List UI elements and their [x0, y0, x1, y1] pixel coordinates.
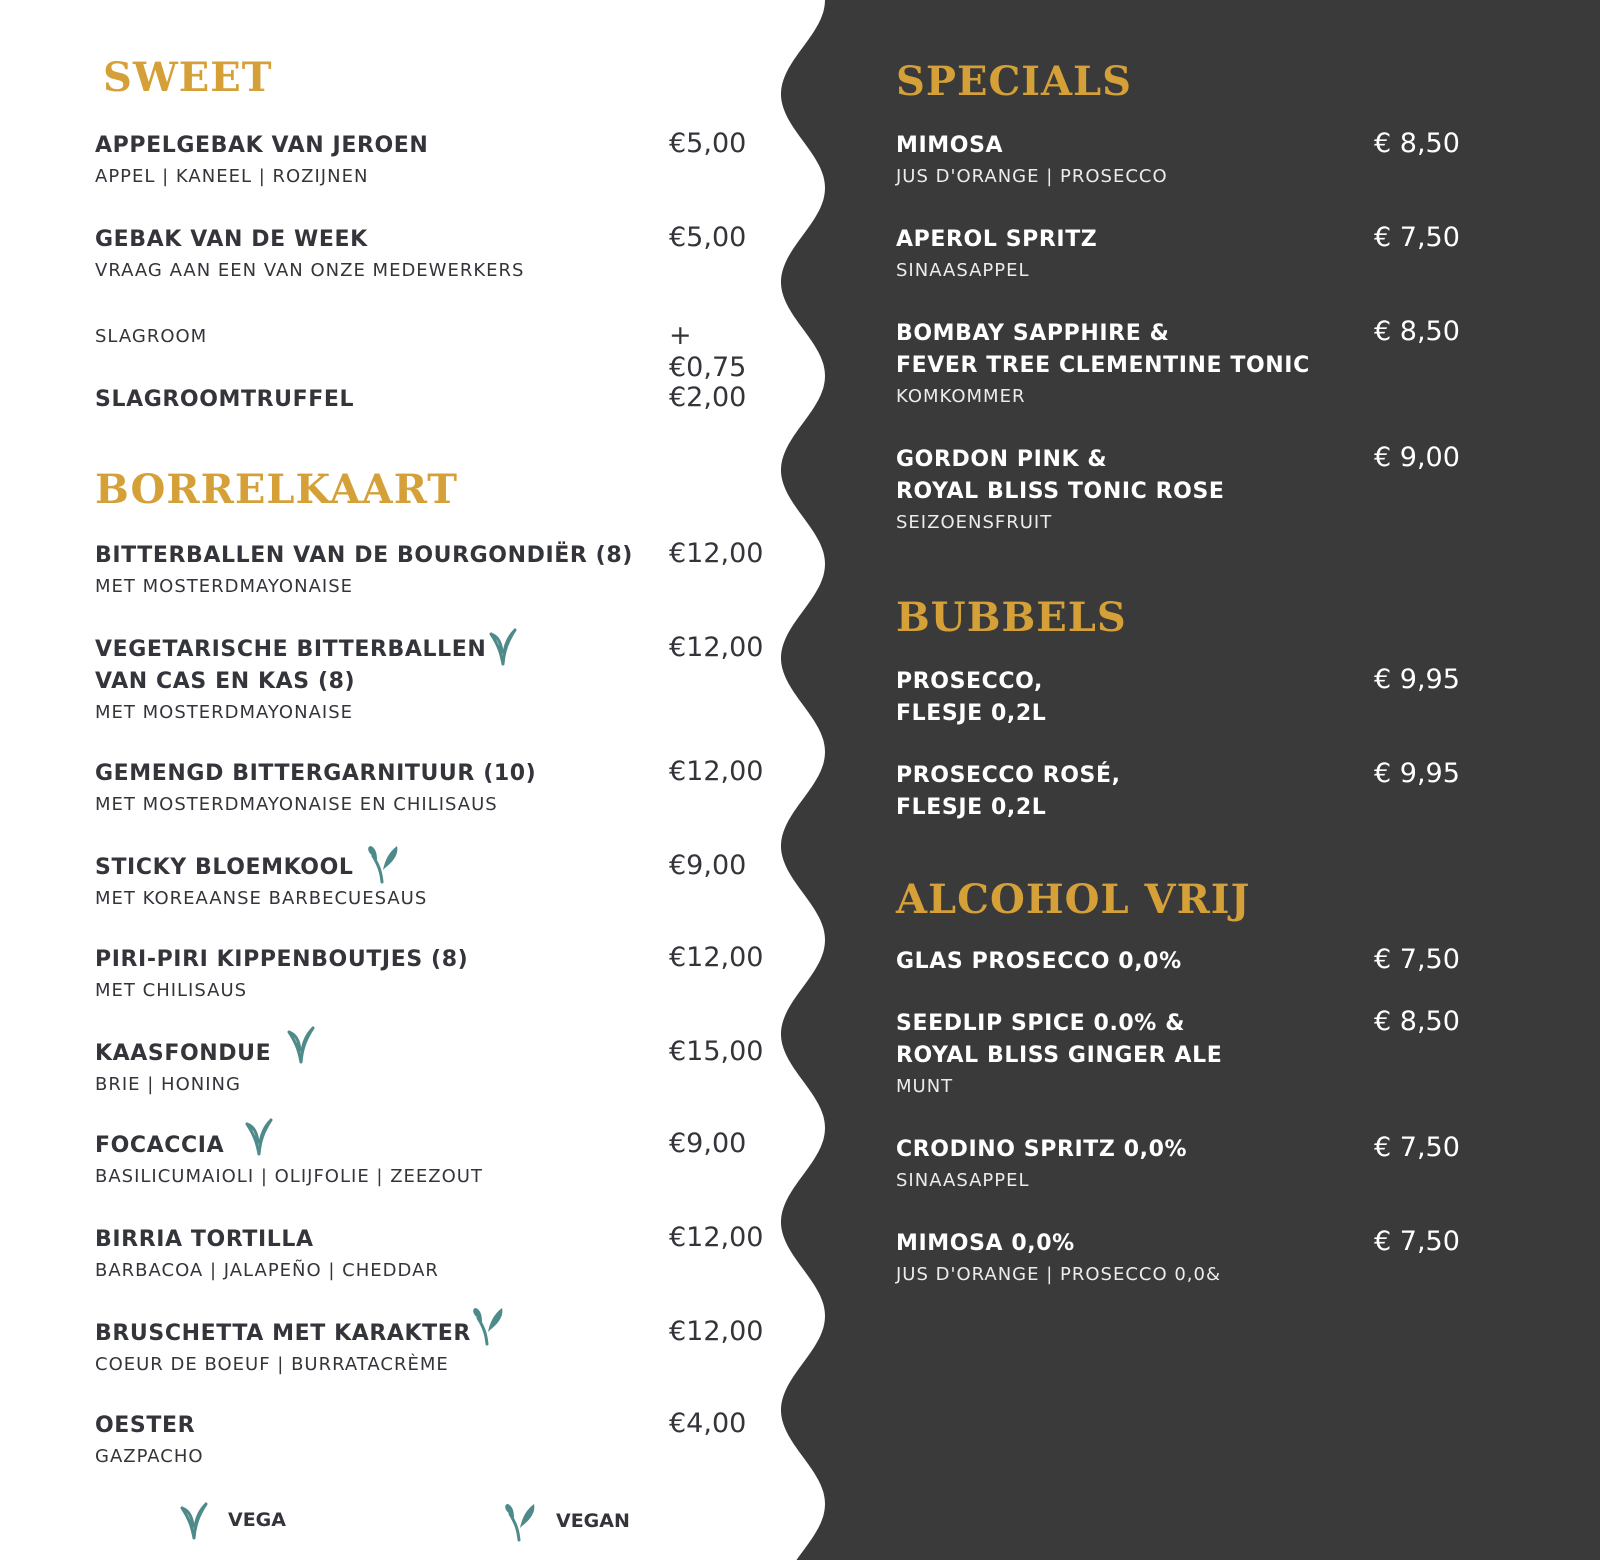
item-description: MET MOSTERDMAYONAISE	[95, 576, 353, 597]
item-name: FOCACCIA	[95, 1133, 225, 1158]
menu-item-slagroom	[95, 320, 760, 383]
menu-item-slagroomtruffel	[95, 384, 760, 416]
item-price: € 7,50	[1374, 1226, 1460, 1257]
menu-item-gebak-week	[95, 224, 760, 286]
item-description: BRIE | HONING	[95, 1074, 241, 1095]
item-name: KAASFONDUE	[95, 1041, 272, 1066]
vega-leaf-icon	[243, 1116, 275, 1156]
item-price: +€0,75	[669, 320, 747, 383]
item-name: GORDON PINK & ROYAL BLISS TONIC ROSE	[896, 447, 1225, 504]
item-price: €12,00	[669, 538, 764, 569]
item-price: € 7,50	[1374, 222, 1460, 253]
item-price: € 8,50	[1374, 316, 1460, 347]
item-description: MUNT	[896, 1076, 954, 1097]
item-price: €12,00	[669, 942, 764, 973]
item-description: JUS D'ORANGE | PROSECCO	[896, 166, 1168, 187]
item-price: €12,00	[669, 756, 764, 787]
item-description: MET CHILISAUS	[95, 980, 248, 1001]
item-description: GAZPACHO	[95, 1446, 204, 1467]
drink-item-prosecco	[896, 666, 1496, 730]
item-name: SEEDLIP SPICE 0.0% & ROYAL BLISS GINGER ALE	[896, 1011, 1223, 1068]
item-price: €9,00	[669, 1128, 747, 1159]
item-description: BASILICUMAIOLI | OLIJFOLIE | ZEEZOUT	[95, 1166, 483, 1187]
drink-item-prosecco-rose	[896, 760, 1496, 824]
menu-item-oester	[95, 1410, 760, 1472]
drink-item-crodino	[896, 1134, 1496, 1196]
menu-item-birria	[95, 1222, 764, 1286]
item-price: € 9,95	[1374, 664, 1460, 695]
legend-label-vegan: VEGAN	[556, 1510, 630, 1532]
item-description: MET KOREAANSE BARBECUESAUS	[95, 888, 428, 909]
item-name: PROSECCO ROSÉ, FLESJE 0,2L	[896, 763, 1121, 820]
item-name: CRODINO SPRITZ 0,0%	[896, 1137, 1188, 1162]
drink-item-mimosa	[896, 130, 1496, 192]
item-name: GEBAK VAN DE WEEK	[95, 227, 368, 252]
heading-bubbels: BUBBELS	[896, 594, 1127, 641]
item-price: € 9,95	[1374, 758, 1460, 789]
item-price: €12,00	[669, 1222, 764, 1253]
vegan-leaf-icon	[365, 842, 401, 884]
item-name: STICKY BLOEMKOOL	[95, 855, 354, 880]
item-price: €12,00	[669, 632, 764, 663]
drink-item-gordon	[896, 444, 1496, 538]
item-description: VRAAG AAN EEN VAN ONZE MEDEWERKERS	[95, 260, 525, 281]
legend-label-vega: VEGA	[228, 1509, 286, 1531]
item-name: VEGETARISCHE BITTERBALLEN VAN CAS EN KAS (8)	[95, 637, 487, 694]
drink-item-seedlip	[896, 1008, 1496, 1102]
item-name: BOMBAY SAPPHIRE & FEVER TREE CLEMENTINE TONIC	[896, 321, 1310, 378]
drink-item-glas-prosecco	[896, 946, 1496, 978]
item-price: € 7,50	[1374, 1132, 1460, 1163]
item-description: APPEL | KANEEL | ROZIJNEN	[95, 166, 369, 187]
item-name: SLAGROOMTRUFFEL	[95, 387, 355, 412]
item-name: APPELGEBAK VAN JEROEN	[95, 133, 429, 158]
menu-item-kaasfondue	[95, 1036, 764, 1100]
item-description: SINAASAPPEL	[896, 1170, 1030, 1191]
menu-item-bitterballen	[95, 538, 764, 602]
item-price: € 8,50	[1374, 1006, 1460, 1037]
item-price: €4,00	[669, 1408, 747, 1439]
vega-leaf-icon	[285, 1024, 317, 1064]
heading-sweet: SWEET	[103, 54, 273, 101]
item-description: KOMKOMMER	[896, 386, 1026, 407]
drink-item-bombay	[896, 318, 1496, 412]
item-price: €5,00	[669, 128, 747, 159]
item-name: GEMENGD BITTERGARNITUUR (10)	[95, 761, 537, 786]
item-name: BITTERBALLEN VAN DE BOURGONDIËR (8)	[95, 543, 633, 568]
menu-item-piri-piri	[95, 942, 764, 1006]
item-price: €2,00	[669, 382, 747, 413]
item-description: SLAGROOM	[95, 326, 208, 347]
item-price: €15,00	[669, 1036, 764, 1067]
item-name: MIMOSA	[896, 133, 1004, 158]
item-name: BIRRIA TORTILLA	[95, 1227, 314, 1252]
vega-leaf-icon	[487, 626, 519, 666]
legend-vega	[178, 1500, 286, 1540]
item-name: APEROL SPRITZ	[896, 227, 1098, 252]
heading-specials: SPECIALS	[896, 58, 1133, 105]
item-name: OESTER	[95, 1413, 196, 1438]
drink-item-mimosa-00	[896, 1228, 1496, 1290]
item-price: € 8,50	[1374, 128, 1460, 159]
item-name: MIMOSA 0,0%	[896, 1231, 1075, 1256]
item-description: BARBACOA | JALAPEÑO | CHEDDAR	[95, 1260, 439, 1281]
heading-borrelkaart: BORRELKAART	[95, 466, 459, 513]
item-description: SINAASAPPEL	[896, 260, 1030, 281]
item-price: € 7,50	[1374, 944, 1460, 975]
item-price: €12,00	[669, 1316, 764, 1347]
vegan-leaf-icon	[470, 1304, 506, 1346]
menu-item-appelgebak	[95, 130, 760, 192]
item-name: PROSECCO, FLESJE 0,2L	[896, 669, 1047, 726]
menu-item-focaccia	[95, 1130, 760, 1192]
menu-item-bloemkool	[95, 852, 760, 914]
item-price: €9,00	[669, 850, 747, 881]
item-description: MET MOSTERDMAYONAISE EN CHILISAUS	[95, 794, 498, 815]
menu-item-vega-bitterballen	[95, 632, 764, 728]
item-name: GLAS PROSECCO 0,0%	[896, 949, 1182, 974]
heading-alcohol-vrij: ALCOHOL VRIJ	[896, 876, 1251, 923]
item-name: PIRI-PIRI KIPPENBOUTJES (8)	[95, 947, 469, 972]
menu-item-bruschetta	[95, 1316, 764, 1380]
item-price: €5,00	[669, 222, 747, 253]
item-description: COEUR DE BOEUF | BURRATACRÈME	[95, 1354, 449, 1375]
vegan-leaf-icon	[502, 1500, 538, 1542]
item-price: € 9,00	[1374, 442, 1460, 473]
vega-leaf-icon	[178, 1500, 210, 1540]
item-description: JUS D'ORANGE | PROSECCO 0,0&	[896, 1264, 1222, 1285]
menu-item-bittergarnituur	[95, 756, 764, 820]
item-description: SEIZOENSFRUIT	[896, 512, 1053, 533]
legend-vegan	[502, 1500, 630, 1542]
item-description: MET MOSTERDMAYONAISE	[95, 702, 353, 723]
item-name: BRUSCHETTA MET KARAKTER	[95, 1321, 471, 1346]
drink-item-aperol	[896, 224, 1496, 286]
